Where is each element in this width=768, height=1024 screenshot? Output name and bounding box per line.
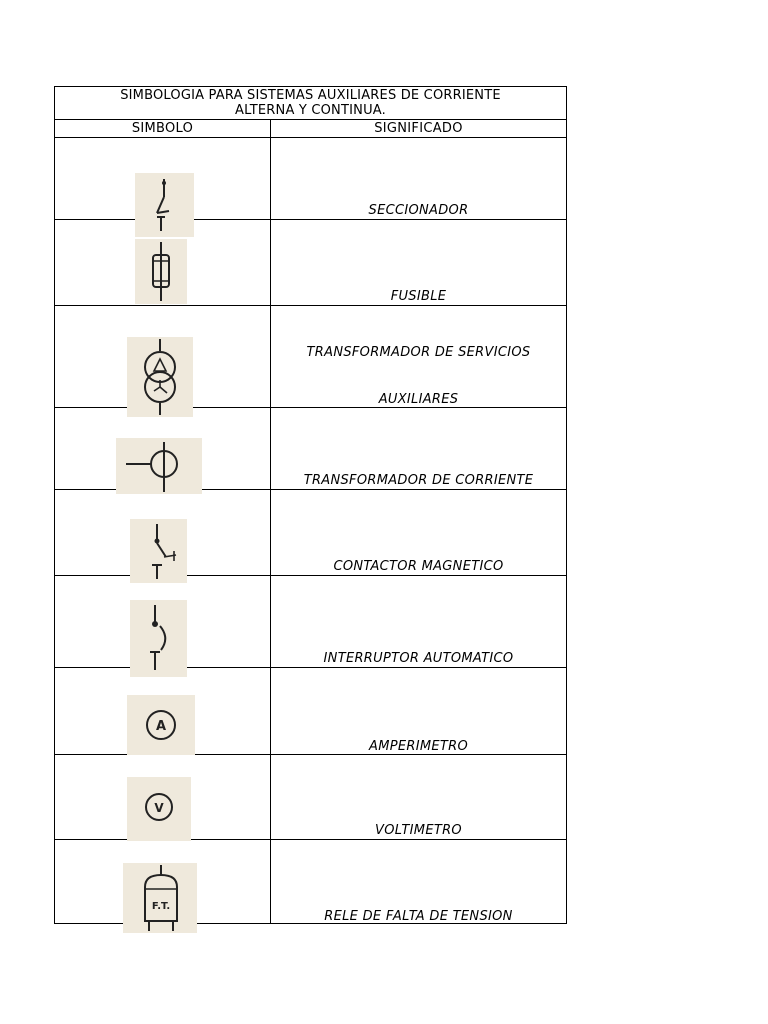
magnetic-contactor-icon (130, 519, 187, 583)
symbology-table (54, 86, 567, 924)
ammeter-letter: A (155, 719, 167, 734)
fuse-icon (135, 239, 187, 304)
meaning-seccionador: SECCIONADOR (368, 203, 469, 218)
meaning-amperimetro: AMPERIMETRO (369, 739, 468, 754)
row-divider (55, 219, 566, 220)
column-header-meaning: SIGNIFICADO (271, 120, 566, 138)
column-divider (270, 120, 271, 924)
current-transformer-icon (116, 438, 202, 494)
table-title-line-1: SIMBOLOGIA PARA SISTEMAS AUXILIARES DE CORRIENTE (120, 88, 501, 103)
meaning-voltimetro: VOLTIMETRO (375, 823, 462, 838)
undervoltage-relay-icon (123, 863, 197, 933)
meaning-interruptor-automatico: INTERRUPTOR AUTOMATICO (323, 651, 514, 666)
auxiliary-transformer-icon (127, 337, 193, 417)
ammeter-icon (127, 695, 195, 755)
meaning-transformador-servicios-line-1: TRANSFORMADOR DE SERVICIOS (306, 345, 531, 360)
table-title-line-2: ALTERNA Y CONTINUA. (234, 103, 386, 118)
relay-label: F.T. (151, 901, 171, 912)
voltmeter-letter: V (154, 801, 164, 815)
circuit-breaker-icon (130, 600, 187, 677)
meaning-fusible: FUSIBLE (390, 289, 447, 304)
column-header-symbol: SIMBOLO (55, 120, 270, 138)
table-title (55, 87, 566, 120)
meaning-contactor-magnetico: CONTACTOR MAGNETICO (333, 559, 504, 574)
meaning-transformador-servicios-line-2: AUXILIARES (378, 392, 459, 407)
disconnector-icon (135, 173, 194, 237)
row-divider (55, 305, 566, 306)
meaning-transformador-corriente: TRANSFORMADOR DE CORRIENTE (303, 473, 534, 488)
meaning-rele-falta-tension: RELE DE FALTA DE TENSION (324, 909, 513, 924)
voltmeter-icon (127, 777, 191, 841)
